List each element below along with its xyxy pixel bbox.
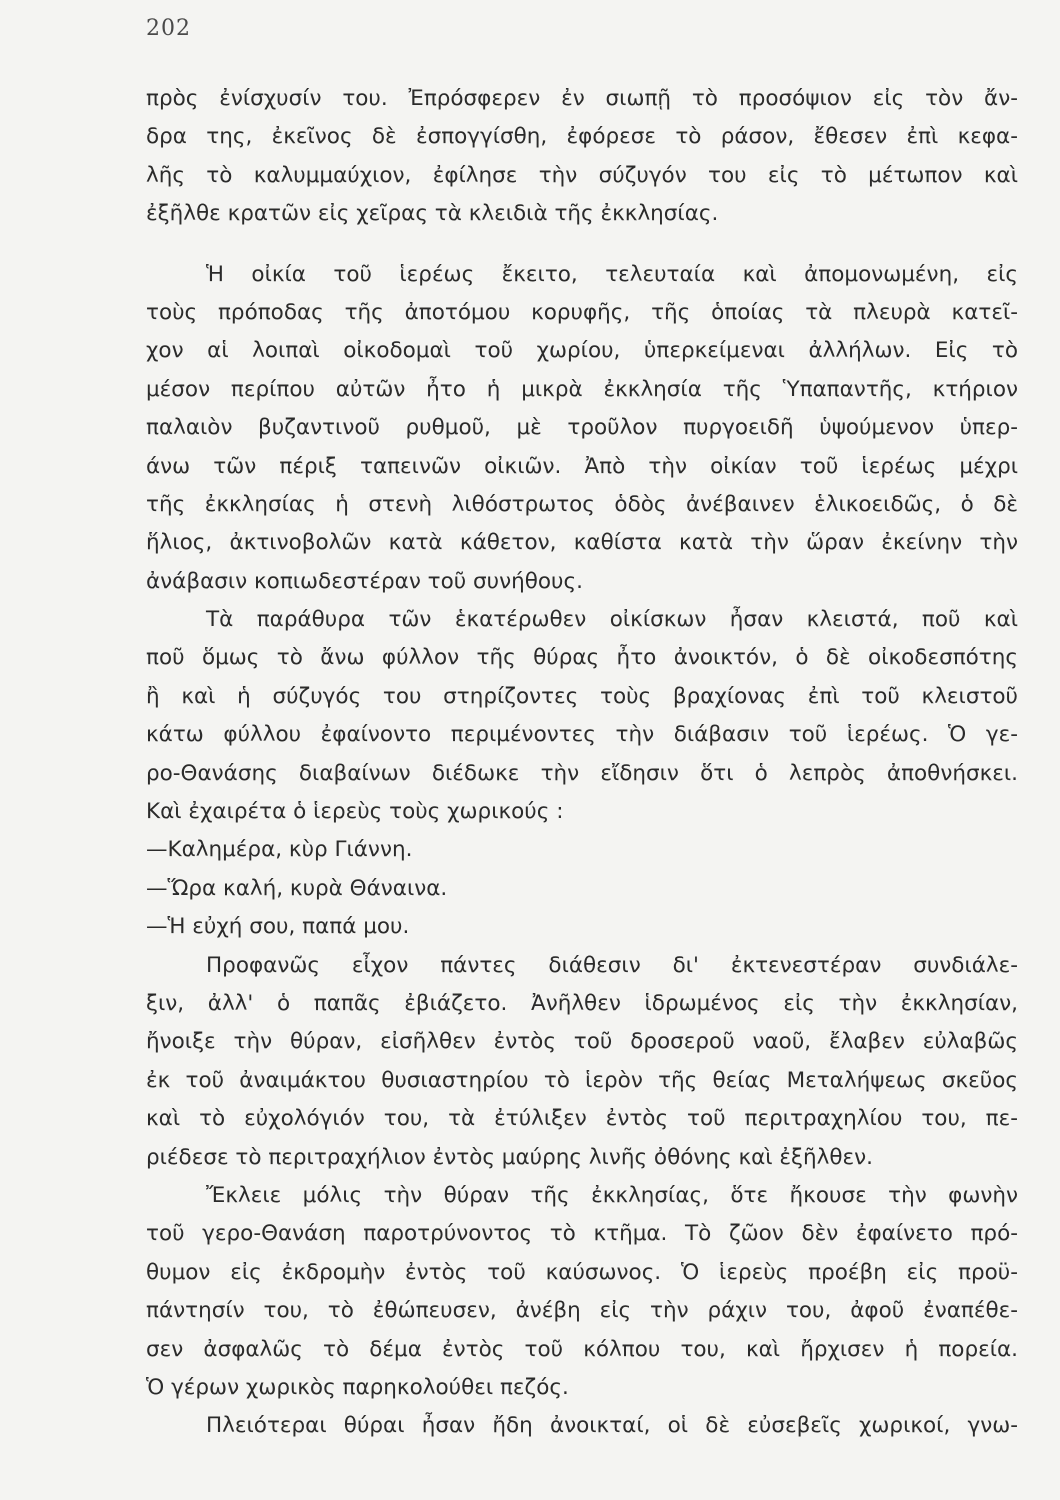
- page-number: 202: [146, 16, 191, 41]
- text-line: —Καλημέρα, κὺρ Γιάννη.: [146, 837, 413, 863]
- text-line: ρο-Θανάσης διαβαίνων διέδωκε τὴν εἴδησιν ὅτι ὁ λεπρὸς ἀποθνήσκει.: [146, 760, 1018, 786]
- text-line: ἐκ τοῦ ἀναιμάκτου θυσιαστηρίου τὸ ἱερὸν τῆς θείας Μεταλήψεως σκεῦος: [146, 1067, 1018, 1093]
- text-line: μέσον περίπου αὐτῶν ἦτο ἡ μικρὰ ἐκκλησία τῆς Ὑπαπαντῆς, κτήριον: [146, 376, 1018, 402]
- text-line: τοῦ γερο-Θανάση παροτρύνοντος τὸ κτῆμα. Τὸ ζῶον δὲν ἐφαίνετο πρό-: [146, 1221, 1018, 1247]
- text-line: πρὸς ἐνίσχυσίν του. Ἐπρόσφερεν ἐν σιωπῇ τὸ προσόψιον εἰς τὸν ἄν-: [146, 86, 1018, 111]
- text-line: τοὺς πρόποδας τῆς ἀποτόμου κορυφῆς, τῆς ὁποίας τὰ πλευρὰ κατεῖ-: [146, 299, 1018, 325]
- text-line: ξιν, ἀλλ' ὁ παπᾶς ἐβιάζετο. Ἀνῆλθεν ἱδρωμένος εἰς τὴν ἐκκλησίαν,: [146, 990, 1018, 1016]
- body-text: [146, 80, 1018, 1446]
- text-line: —Ἡ εὐχή σου, παπά μου.: [146, 914, 410, 940]
- text-line: χον αἱ λοιπαὶ οἰκοδομαὶ τοῦ χωρίου, ὑπερκείμεναι ἀλλήλων. Εἰς τὸ: [146, 338, 1018, 364]
- text-line: Ἔκλειε μόλις τὴν θύραν τῆς ἐκκλησίας, ὅτε ἤκουσε τὴν φωνὴν: [206, 1182, 1018, 1208]
- text-line: ἤνοιξε τὴν θύραν, εἰσῆλθεν ἐντὸς τοῦ δροσεροῦ ναοῦ, ἔλαβεν εὐλαβῶς: [146, 1029, 1018, 1055]
- text-line: θυμον εἰς ἐκδρομὴν ἐντὸς τοῦ καύσωνος. Ὁ ἱερεὺς προέβη εἰς προϋ-: [146, 1259, 1018, 1285]
- text-line: δρα της, ἐκεῖνος δὲ ἐσπογγίσθη, ἐφόρεσε τὸ ράσον, ἔθεσεν ἐπὶ κεφα-: [146, 124, 1018, 150]
- text-line: ἐξῆλθε κρατῶν εἰς χεῖρας τὰ κλειδιὰ τῆς ἐκκλησίας.: [146, 201, 719, 227]
- text-line: πάντησίν του, τὸ ἐθώπευσεν, ἀνέβη εἰς τὴν ράχιν του, ἀφοῦ ἐναπέθε-: [146, 1298, 1018, 1324]
- text-line: Ὁ γέρων χωρικὸς παρηκολούθει πεζός.: [146, 1374, 569, 1400]
- text-line: παλαιὸν βυζαντινοῦ ρυθμοῦ, μὲ τροῦλον πυργοειδῆ ὑψούμενον ὑπερ-: [146, 415, 1018, 441]
- text-line: σεν ἀσφαλῶς τὸ δέμα ἐντὸς τοῦ κόλπου του, καὶ ἤρχισεν ἡ πορεία.: [146, 1336, 1018, 1362]
- text-line: Ἡ οἰκία τοῦ ἱερέως ἔκειτο, τελευταία καὶ ἀπομονωμένη, εἰς: [206, 261, 1018, 287]
- text-line: καὶ τὸ εὐχολόγιόν του, τὰ ἐτύλιξεν ἐντὸς τοῦ περιτραχηλίου του, πε-: [146, 1106, 1018, 1132]
- text-line: —Ὥρα καλή, κυρὰ Θάναινα.: [146, 875, 448, 901]
- text-line: ριέδεσε τὸ περιτραχήλιον ἐντὸς μαύρης λινῆς ὀθόνης καὶ ἐξῆλθεν.: [146, 1144, 874, 1170]
- text-line: Καὶ ἐχαιρέτα ὁ ἱερεὺς τοὺς χωρικούς :: [146, 799, 564, 825]
- text-line: ἢ καὶ ἡ σύζυγός του στηρίζοντες τοὺς βραχίονας ἐπὶ τοῦ κλειστοῦ: [146, 683, 1018, 709]
- paragraph-gap: [146, 234, 1018, 256]
- text-line: κάτω φύλλου ἐφαίνοντο περιμένοντες τὴν διάβασιν τοῦ ἱερέως. Ὁ γε-: [146, 722, 1018, 748]
- text-line: ποῦ ὅμως τὸ ἄνω φύλλον τῆς θύρας ἦτο ἀνοικτόν, ὁ δὲ οἰκοδεσπότης: [146, 645, 1018, 671]
- text-line: Τὰ παράθυρα τῶν ἑκατέρωθεν οἰκίσκων ἦσαν κλειστά, ποῦ καὶ: [206, 607, 1018, 633]
- text-line: άνω τῶν πέριξ ταπεινῶν οἰκιῶν. Ἀπὸ τὴν οἰκίαν τοῦ ἱερέως μέχρι: [146, 453, 1018, 479]
- text-line: Πλειότεραι θύραι ἦσαν ἤδη ἀνοικταί, οἱ δὲ εὐσεβεῖς χωρικοί, γνω-: [206, 1413, 1018, 1439]
- text-line: Προφανῶς εἶχον πάντες διάθεσιν δι' ἐκτενεστέραν συνδιάλε-: [206, 952, 1018, 978]
- text-line: τῆς ἐκκλησίας ἡ στενὴ λιθόστρωτος ὁδὸς ἀνέβαινεν ἑλικοειδῶς, ὁ δὲ: [146, 491, 1018, 517]
- text-line: ἀνάβασιν κοπιωδεστέραν τοῦ συνήθους.: [146, 568, 583, 594]
- text-line: λῆς τὸ καλυμμαύχιον, ἐφίλησε τὴν σύζυγόν του εἰς τὸ μέτωπον καὶ: [146, 162, 1018, 188]
- text-line: ἥλιος, ἀκτινοβολῶν κατὰ κάθετον, καθίστα κατὰ τὴν ὥραν ἐκείνην τὴν: [146, 530, 1018, 556]
